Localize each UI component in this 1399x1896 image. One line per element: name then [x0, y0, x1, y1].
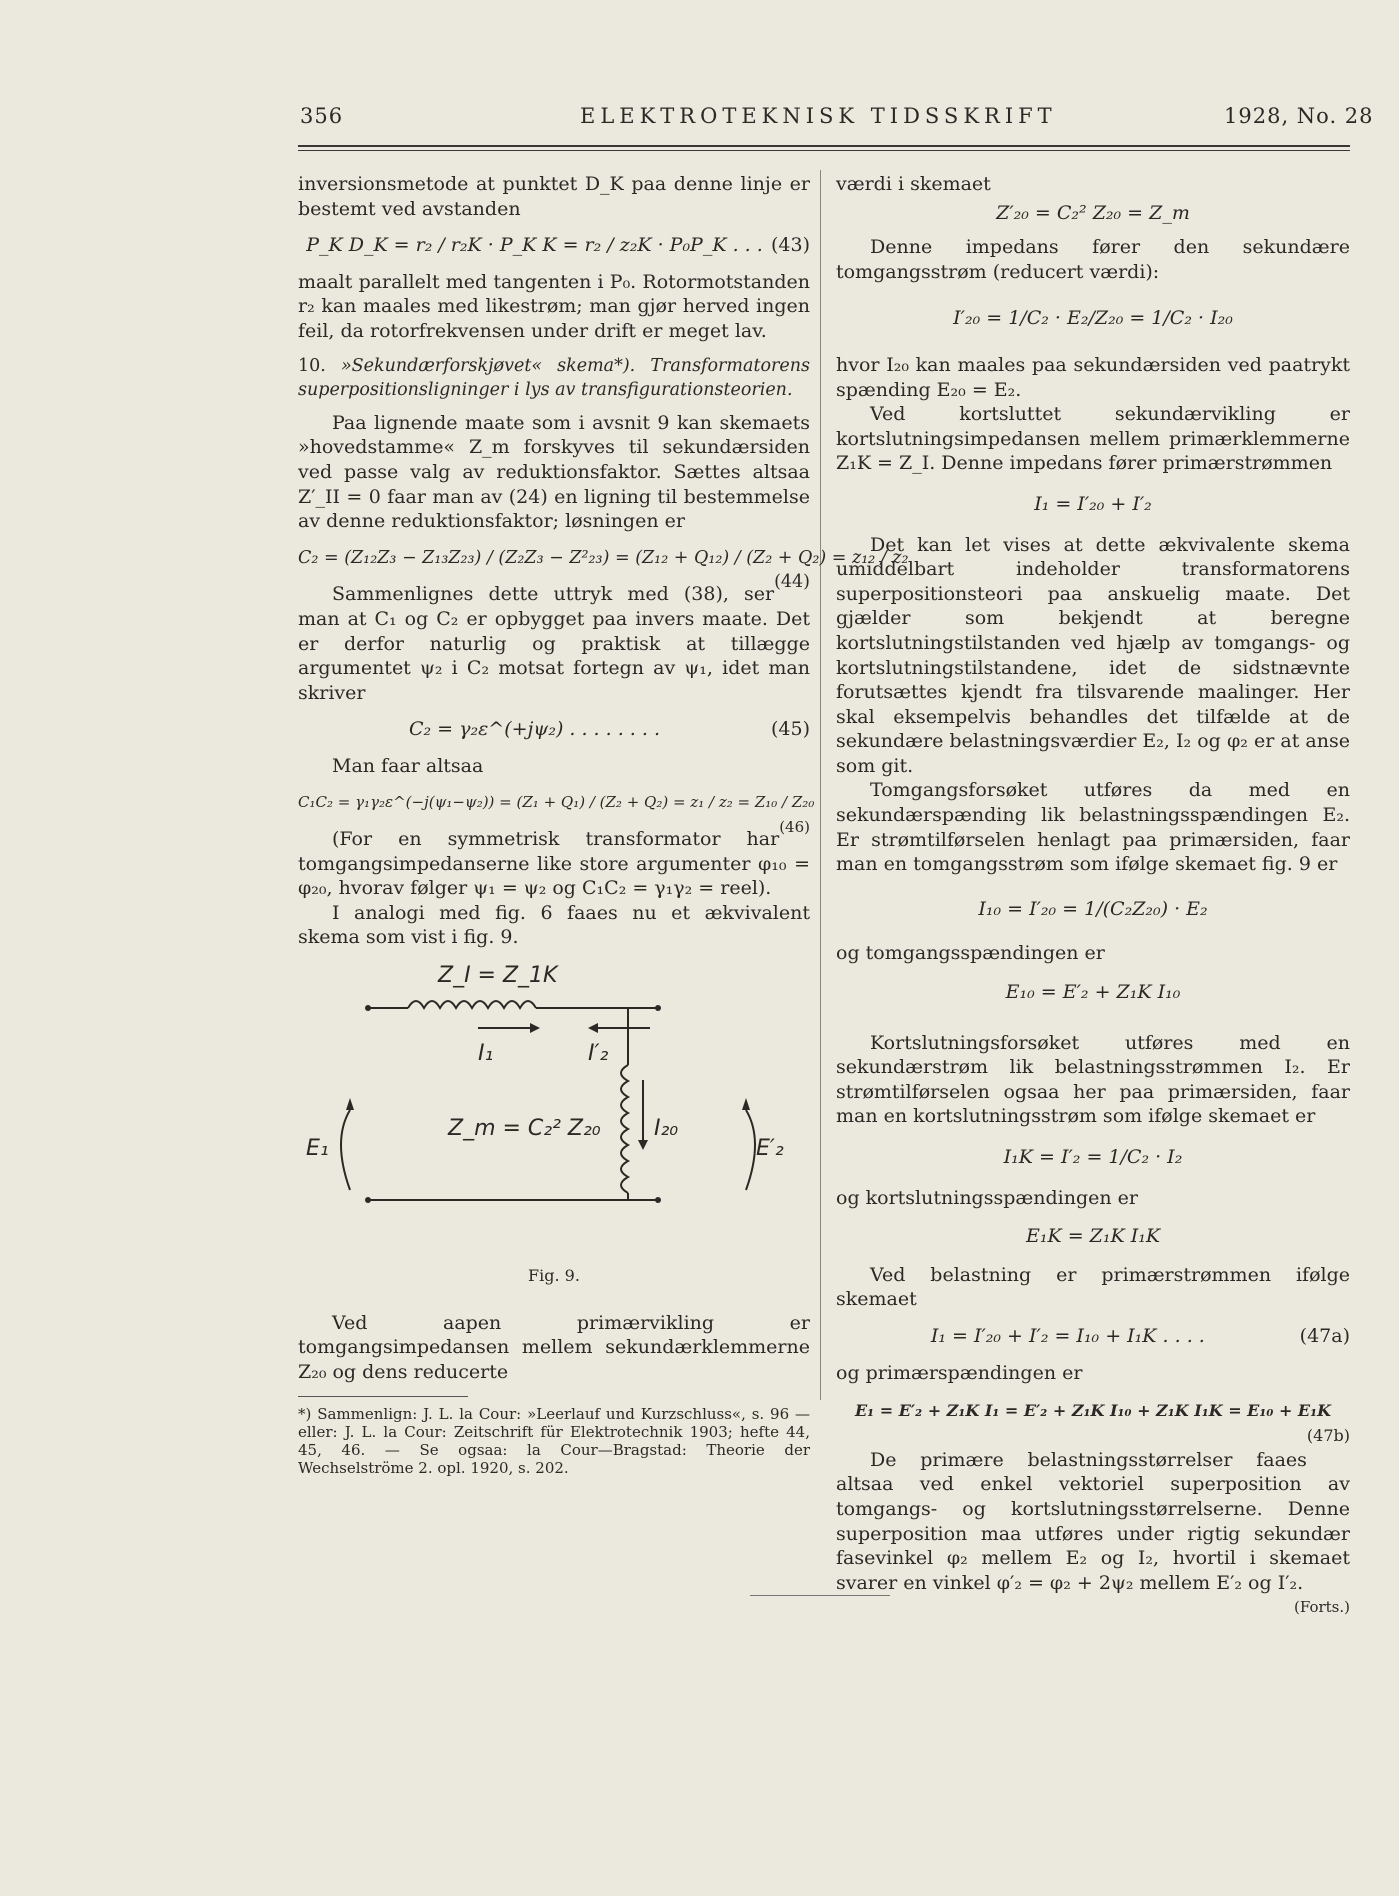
equation-number: (47b): [1306, 1425, 1350, 1445]
equation: I′₂₀ = 1/C₂ · E₂/Z₂₀ = 1/C₂ · I₂₀: [953, 307, 1233, 330]
arrowhead-i1: [530, 1023, 540, 1033]
label-e2prime: E′₂: [756, 1136, 784, 1162]
footnote-rule: [298, 1396, 468, 1397]
paragraph: og primærspændingen er: [836, 1361, 1083, 1384]
header-rule-thin: [298, 150, 1350, 151]
equation: I₁K = I′₂ = 1/C₂ · I₂: [1003, 1146, 1183, 1168]
equation-number: (44): [774, 572, 810, 593]
paragraph: værdi i skemaet: [836, 173, 991, 195]
paragraph: Ved belastning er primærstrømmen ifølge skemaet: [836, 1263, 1350, 1311]
equation: Z′₂₀ = C₂² Z₂₀ = Z_m: [996, 201, 1190, 224]
equation-body: E₁ = E′₂ + Z₁K I₁ = E′₂ + Z₁K I₁₀ + Z₁K I₁K = E₁₀ + E₁K: [854, 1401, 1332, 1421]
paragraph: Man faar altsaa: [332, 754, 484, 777]
right-column: [836, 172, 1350, 1620]
header-rule: [298, 145, 1350, 147]
journal-title: ELEKTROTEKNISK TIDSSKRIFT: [580, 104, 1057, 128]
left-column: [298, 172, 909, 1478]
equation-body: C₁C₂ = γ₁γ₂ε^(−j(ψ₁−ψ₂)) = (Z₁ + Q₁) / (Z₂ + Q₂) = z₁ / z₂ = Z₁₀ / Z₂₀: [298, 793, 815, 812]
section-title: »Sekundærforskjøvet« skema*). Transformatorens superpositionsligninger i lys av transfigurationsteorien.: [298, 355, 810, 401]
equation-47b: [836, 1399, 1350, 1445]
section-number: 10.: [298, 355, 326, 376]
issue-label: 1928, No. 28: [1224, 104, 1374, 128]
equation: E₁K = Z₁K I₁K: [1025, 1225, 1161, 1248]
equation-body: C₂ = (Z₁₂Z₃ − Z₁₃Z₂₃) / (Z₂Z₃ − Z²₂₃) = (Z₁₂ + Q₁₂) / (Z₂ + Q₂) = z₁₂ / z₂: [298, 547, 909, 568]
paragraph: Ved kortsluttet sekundærvikling er kortslutningsimpedansen mellem primærklemmerne Z₁K = Z_I. Denne impedans fører primærstrømmen: [836, 403, 1350, 475]
paragraph: Kortslutningsforsøket utføres med en sekundærstrøm lik belastningsstrømmen I₂. Er strømtilførselen ogsaa her paa primærsiden, faar man en kortslutningsstrøm som ifølge skemaet er: [836, 1031, 1350, 1128]
footnote: *) Sammenlign: J. L. la Cour: »Leerlauf und Kurzschluss«, s. 96 — eller: J. L. la Cour: Zeitschrift für Elektrotechnik 1903; hefte 44, 45, 46. — Se ogsaa: la Cour—Bragstad: Theorie der Wechselströme 2. opl. 1920, s. 202.: [298, 1405, 810, 1478]
equation-number: (47a): [1299, 1324, 1350, 1347]
paragraph: og tomgangsspændingen er: [836, 942, 1105, 965]
terminal: [365, 1005, 371, 1011]
equation-number: (43): [770, 234, 810, 257]
paragraph: Denne impedans fører den sekundære tomgangsstrøm (reducert værdi):: [836, 236, 1350, 283]
paragraph: (For en symmetrisk transformator har tomgangsimpedanserne like store argumenter φ₁₀ = φ₂₀, hvorav følger ψ₁ = ψ₂ og C₁C₂ = γ₁γ₂ = reel).: [298, 828, 810, 900]
paragraph: Paa lignende maate som i avsnit 9 kan skemaets »hovedstamme« Z_m forskyves til sekundærsiden ved passe valg av reduktionsfaktor. Sættes altsaa Z′_II = 0 faar man av (24) en ligning til bestemmelse av denne reduktionsfaktor; løsningen er: [298, 411, 810, 533]
equation-47a: [836, 1324, 1350, 1349]
arrowhead-e2: [742, 1098, 750, 1110]
label-i20: I₂₀: [654, 1116, 679, 1142]
equation: E₁₀ = E′₂ + Z₁K I₁₀: [1005, 981, 1181, 1004]
equation-number: (46): [779, 818, 810, 837]
shunt-inductor: [621, 1065, 628, 1193]
terminal: [655, 1197, 661, 1203]
label-zm: Z_m = C₂² Z₂₀: [448, 1116, 601, 1142]
equation: I₁ = I′₂₀ + I′₂: [1034, 492, 1152, 515]
paragraph: Det kan let vises at dette ækvivalente skema umiddelbart indeholder transformatorens superpositionsteori paa anskuelig maate. Det gjælder som bekjendt at beregne kortslutningstilstanden ved hjælp av tomgangs- og kortslutningstilstandene, idet de sidstnævnte forutsættes kjendt fra tilsvarende maalinger. Her skal eksempelvis behandles det tilfælde at de sekundære belastningsværdier E₂, I₂ og φ₂ er at anse som git.: [836, 533, 1350, 777]
paragraph: I analogi med fig. 6 faaes nu et ækvivalent skema som vist i fig. 9.: [298, 901, 810, 949]
equation-45: [298, 717, 810, 742]
bracket-e2: [746, 1110, 755, 1190]
paragraph: De primære belastningsstørrelser faaes altsaa ved enkel vektoriel superposition av tomgangs- og kortslutningsstørrelserne. Denne superposition maa utføres under rigtig sekundær fasevinkel φ₂ mellem E₂ og I₂, hvortil i skemaet svarer en vinkel φ′₂ = φ₂ + 2ψ₂ mellem E′₂ og I′₂.: [836, 1448, 1350, 1594]
paragraph: og kortslutningsspændingen er: [836, 1186, 1138, 1209]
equation-44: [298, 546, 909, 593]
section-heading: [298, 354, 810, 403]
equation-number: (45): [770, 718, 810, 741]
arrowhead-i2: [588, 1023, 598, 1033]
paragraph: maalt parallelt med tangenten i P₀. Rotormotstanden r₂ kan maales med likestrøm; man gjør herved ingen feil, da rotorfrekvensen under drift er meget lav.: [298, 270, 810, 342]
series-inductor: [408, 1001, 536, 1008]
paragraph: Sammenlignes dette uttryk med (38), ser man at C₁ og C₂ er opbygget paa invers maate. Det er derfor naturlig og praktisk at tillægge argumentet ψ₂ i C₂ motsat fortegn av ψ₁, idet man skriver: [298, 583, 810, 704]
equation-46: [298, 790, 815, 837]
paragraph: Tomgangsforsøket utføres da med en sekundærspænding lik belastningsspændingen E₂. Er strømtilførselen henlagt paa primærsiden, faar man en tomgangsstrøm som ifølge skemaet fig. 9 er: [836, 779, 1350, 876]
label-i2prime: I′₂: [588, 1041, 609, 1067]
equation-body: C₂ = γ₂ε^(+jψ₂) . . . . . . . .: [408, 718, 660, 741]
equation-body: P_K D_K = r₂ / r₂K · P_K K = r₂ / z₂K · P₀P_K . . .: [306, 234, 763, 257]
arrowhead-e1: [346, 1098, 354, 1110]
terminal: [655, 1005, 661, 1011]
arrowhead-i20: [638, 1140, 648, 1150]
continued-note: (Forts.): [1294, 1598, 1350, 1617]
column-separator: [820, 170, 821, 1400]
equation: I₁₀ = I′₂₀ = 1/(C₂Z₂₀) · E₂: [978, 897, 1208, 920]
paragraph: Ved aapen primærvikling er tomgangsimpedansen mellem sekundærklemmerne Z₂₀ og dens reducerte: [298, 1311, 810, 1383]
label-e1: E₁: [306, 1136, 329, 1162]
terminal: [365, 1197, 371, 1203]
equation-body: I₁ = I′₂₀ + I′₂ = I₁₀ + I₁K . . . .: [930, 1324, 1205, 1347]
page-number: 356: [300, 104, 344, 128]
equation-43: [298, 233, 810, 258]
figure-caption: Fig. 9.: [528, 1266, 580, 1286]
paragraph: inversionsmetode at punktet D_K paa denne linje er bestemt ved avstanden: [298, 173, 810, 220]
end-rule: [750, 1595, 890, 1596]
bracket-e1: [341, 1110, 350, 1190]
label-i1: I₁: [478, 1041, 494, 1067]
paragraph: hvor I₂₀ kan maales paa sekundærsiden ved paatrykt spænding E₂₀ = E₂.: [836, 353, 1350, 401]
label-zi: Z_I = Z_1K: [438, 963, 558, 989]
circuit-figure: [298, 960, 810, 1260]
